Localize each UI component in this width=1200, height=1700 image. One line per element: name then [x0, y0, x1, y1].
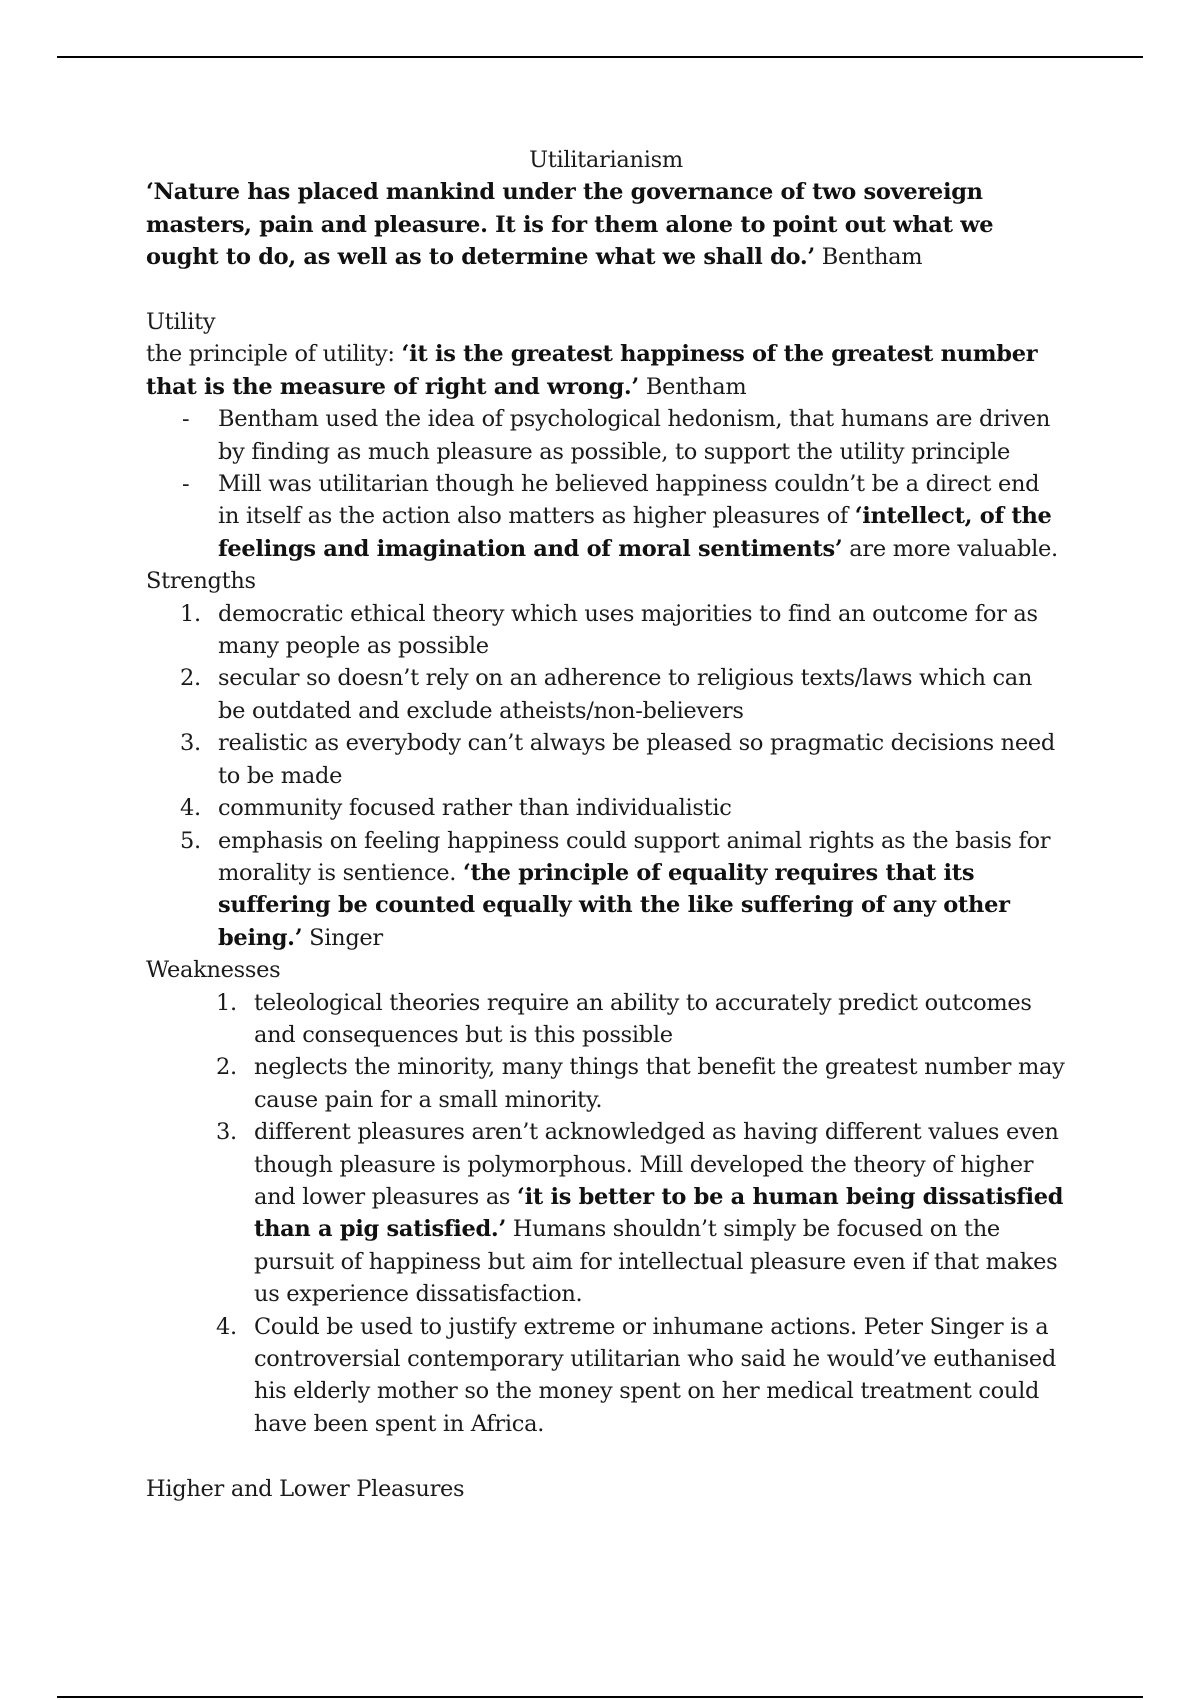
- document-body: [146, 144, 1066, 1505]
- bottom-rule: [57, 1696, 1143, 1698]
- utility-principle-quote: ‘it is the greatest happiness of the greatest number that is the measure of right and wrong.’: [146, 341, 1038, 400]
- list-item: 4. community focused rather than individualistic: [180, 795, 732, 822]
- page-title: Utilitarianism: [529, 147, 683, 173]
- final-heading: Higher and Lower Pleasures: [146, 1475, 465, 1502]
- list-item: 3. different pleasures aren’t acknowledged as having different values even though pleasure is polymorphous. Mill developed the theory of higher and lower pleasures as ‘it is better to be a human being dissatisfied than a pig satisfied.’ Humans shouldn’t simply be focused on the pursuit of happiness but aim for intellectual pleasure even if that makes us experience dissatisfaction.: [216, 1119, 1064, 1308]
- list-item: 1. teleological theories require an ability to accurately predict outcomes and consequences but is this possible: [216, 989, 1032, 1048]
- weaknesses-list: [146, 987, 1066, 1441]
- list-item: 4. Could be used to justify extreme or inhumane actions. Peter Singer is a controversial contemporary utilitarian who said he would’ve euthanised his elderly mother so the money spent on her medical treatment could have been spent in Africa.: [216, 1313, 1056, 1437]
- strengths-list: [146, 598, 1066, 954]
- intro-quote-author: Bentham: [821, 244, 923, 271]
- list-item: 2. secular so doesn’t rely on an adherence to religious texts/laws which can be outdated and exclude atheists/non-believers: [180, 665, 1033, 724]
- utility-principle-author: Bentham: [645, 373, 747, 400]
- utility-bullet-list: [146, 403, 1066, 565]
- list-item: - Mill was utilitarian though he believed happiness couldn’t be a direct end in itself as the action also matters as higher pleasures of ‘intellect, of the feelings and imagination and of moral sentiments’ are more valuable.: [218, 468, 1066, 565]
- list-item: 1. democratic ethical theory which uses majorities to find an outcome for as many people as possible: [180, 600, 1038, 660]
- utility-heading: Utility: [146, 309, 216, 336]
- intro-quote: ‘Nature has placed mankind under the governance of two sovereign masters, pain and pleasure. It is for them alone to point out what we ought to do, as well as to determine what we shall do.’: [146, 179, 994, 271]
- list-item: - Bentham used the idea of psychological hedonism, that humans are driven by finding as much pleasure as possible, to support the utility principle: [218, 403, 1066, 468]
- list-item: 3. realistic as everybody can’t always be pleased so pragmatic decisions need to be made: [180, 730, 1055, 789]
- utility-principle-prefix: the principle of utility:: [146, 341, 402, 368]
- intro-quote-paragraph: [146, 176, 1066, 273]
- weaknesses-heading: Weaknesses: [146, 957, 281, 984]
- utility-principle: [146, 338, 1066, 403]
- list-item: 2. neglects the minority, many things that benefit the greatest number may cause pain for a small minority.: [216, 1054, 1065, 1113]
- strengths-heading: Strengths: [146, 568, 256, 595]
- top-rule: [57, 56, 1143, 58]
- list-item: 5. emphasis on feeling happiness could support animal rights as the basis for morality is sentience. ‘the principle of equality requires that its suffering be counted equally with the like suffering of any other being.’ Singer: [180, 827, 1051, 951]
